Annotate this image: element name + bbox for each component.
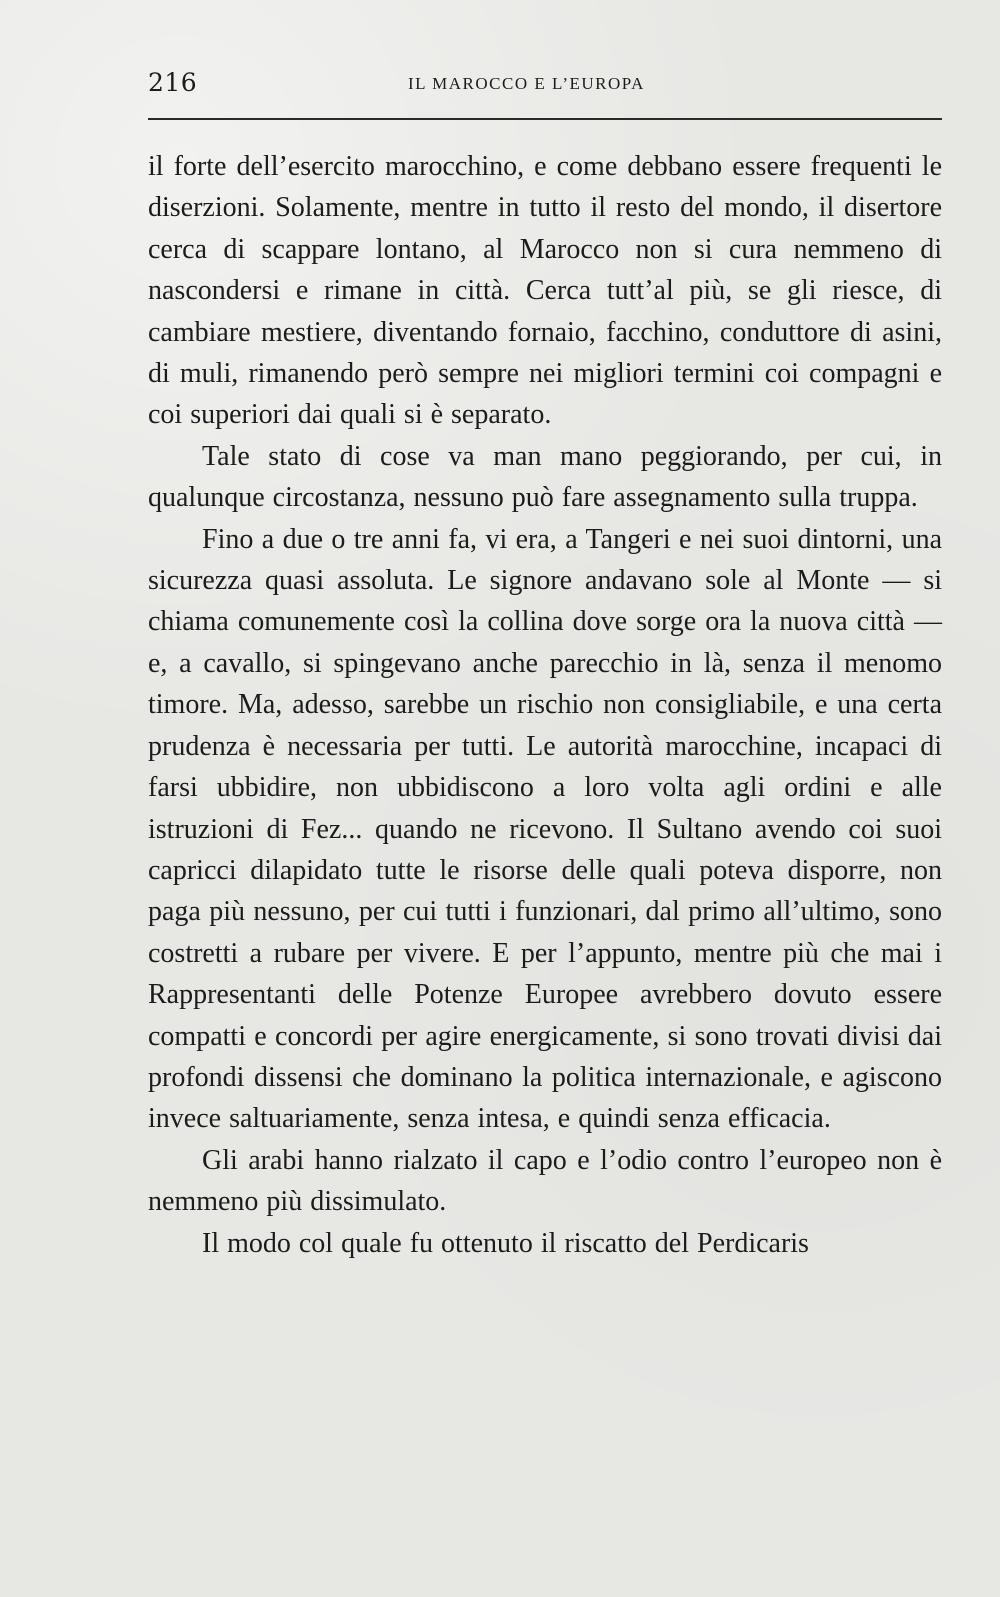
page-body xyxy=(148,146,942,1264)
page-header xyxy=(148,68,942,100)
header-rule xyxy=(148,118,942,120)
paragraph-4: Gli arabi hanno rialzato il capo e l’odio contro l’europeo non è nemmeno più dissimulato. xyxy=(148,1144,942,1218)
paragraph-2: Tale stato di cose va man mano peggiorando, per cui, in qualunque circostanza, nessuno può fare assegnamento sulla truppa. xyxy=(148,440,942,514)
page-number: 216 xyxy=(148,68,198,97)
paragraph-3: Fino a due o tre anni fa, vi era, a Tangeri e nei suoi dintorni, una sicurezza quasi assoluta. Le signore andavano sole al Monte — si chiama comunemente così la collina dove sorge ora la nuova città — e, a cavallo, si spingevano anche parecchio in là, senza il menomo timore. Ma, adesso, sarebbe un rischio non consigliabile, e una certa prudenza è necessaria per tutti. Le autorità marocchine, incapaci di farsi ubbidire, non ubbidiscono a loro volta agli ordini e alle istruzioni di Fez... quando ne ricevono. Il Sultano avendo coi suoi capricci dilapidato tutte le risorse delle quali poteva disporre, non paga più nessuno, per cui tutti i funzionari, dal primo all’ultimo, sono costretti a rubare per vivere. E per l’appunto, mentre più che mai i Rappresentanti delle Potenze Europee avrebbero dovuto essere compatti e concordi per agire energicamente, si sono trovati divisi dai profondi dissensi che dominano la politica internazionale, e agiscono invece saltuariamente, senza intesa, e quindi senza efficacia. xyxy=(148,523,942,1135)
paragraph-5: Il modo col quale fu ottenuto il riscatto del Perdicaris xyxy=(202,1227,809,1259)
running-title: IL MAROCCO E L’EUROPA xyxy=(408,74,645,93)
paragraph-1: il forte dell’esercito marocchino, e come debbano essere frequenti le diserzioni. Solamente, mentre in tutto il resto del mondo, il disertore cerca di scappare lontano, al Marocco non si cura nemmeno di nascondersi e rimane in città. Cerca tutt’al più, se gli riesce, di cambiare mestiere, diventando fornaio, facchino, conduttore di asini, di muli, rimanendo però sempre nei migliori termini coi compagni e coi superiori dai quali si è separato. xyxy=(148,151,942,431)
